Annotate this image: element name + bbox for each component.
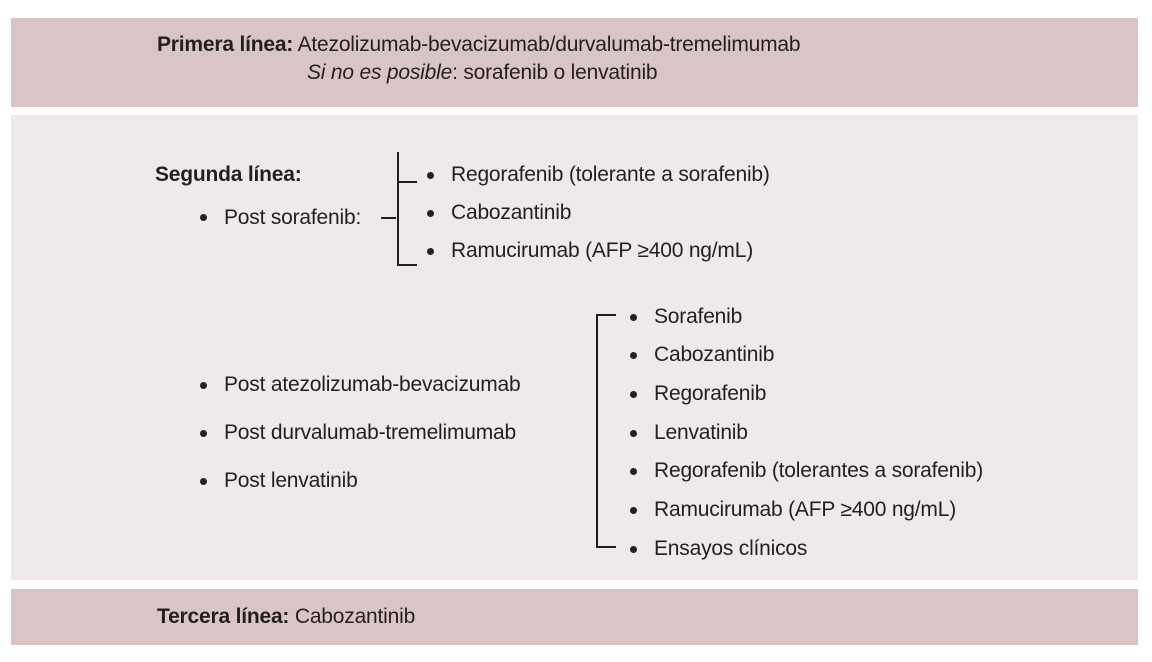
first-line-alt-rest: : sorafenib o lenvatinib xyxy=(452,61,658,84)
post-group-option: Ramucirumab (AFP ≥400 ng/mL) xyxy=(654,498,956,521)
post-group-option: Ensayos clínicos xyxy=(654,537,808,560)
post-group-option: Regorafenib xyxy=(654,382,767,405)
bullet-icon xyxy=(200,478,207,485)
post-group-option: Lenvatinib xyxy=(654,421,748,444)
first-line-treatment: Atezolizumab-bevacizumab/durvalumab-tremelimumab xyxy=(297,33,801,56)
bullet-icon xyxy=(630,352,637,359)
post-sorafenib-option: Cabozantinib xyxy=(451,201,572,224)
bullet-icon xyxy=(427,248,434,255)
bracket-tick-top xyxy=(397,181,417,183)
bracket-line xyxy=(397,152,399,266)
bracket-tick-bottom xyxy=(596,546,616,548)
post-sorafenib-label: Post sorafenib: xyxy=(224,206,362,229)
post-sorafenib-option: Ramucirumab (AFP ≥400 ng/mL) xyxy=(451,239,753,262)
third-line-row xyxy=(157,605,415,629)
bullet-icon xyxy=(200,430,207,437)
post-group-label: Post atezolizumab-bevacizumab xyxy=(224,373,521,396)
bullet-icon xyxy=(630,391,637,398)
post-group-option: Sorafenib xyxy=(654,305,743,328)
bullet-icon xyxy=(630,468,637,475)
bullet-icon xyxy=(427,172,434,179)
bracket-tick-top xyxy=(596,314,616,316)
bracket-tick-bottom xyxy=(397,264,417,266)
first-line-alternative xyxy=(307,61,657,85)
bullet-icon xyxy=(630,507,637,514)
bullet-icon xyxy=(427,210,434,217)
third-line-label: Tercera línea: xyxy=(157,605,290,628)
third-line-treatment: Cabozantinib xyxy=(294,605,416,628)
bullet-icon xyxy=(630,314,637,321)
first-line-row xyxy=(157,33,800,57)
post-group-label: Post lenvatinib xyxy=(224,469,358,492)
bullet-icon xyxy=(200,382,207,389)
bullet-icon xyxy=(200,214,207,221)
connector-line xyxy=(381,217,396,219)
first-line-alt-label: Si no es posible xyxy=(307,61,453,84)
post-sorafenib-option: Regorafenib (tolerante a sorafenib) xyxy=(451,163,770,186)
second-line-label: Segunda línea: xyxy=(155,163,302,186)
post-group-option: Cabozantinib xyxy=(654,343,775,366)
post-group-label: Post durvalumab-tremelimumab xyxy=(224,421,517,444)
bullet-icon xyxy=(630,546,637,553)
bullet-icon xyxy=(630,430,637,437)
first-line-label: Primera línea: xyxy=(157,33,294,56)
post-group-option: Regorafenib (tolerantes a sorafenib) xyxy=(654,459,983,482)
bracket-line xyxy=(596,314,598,548)
